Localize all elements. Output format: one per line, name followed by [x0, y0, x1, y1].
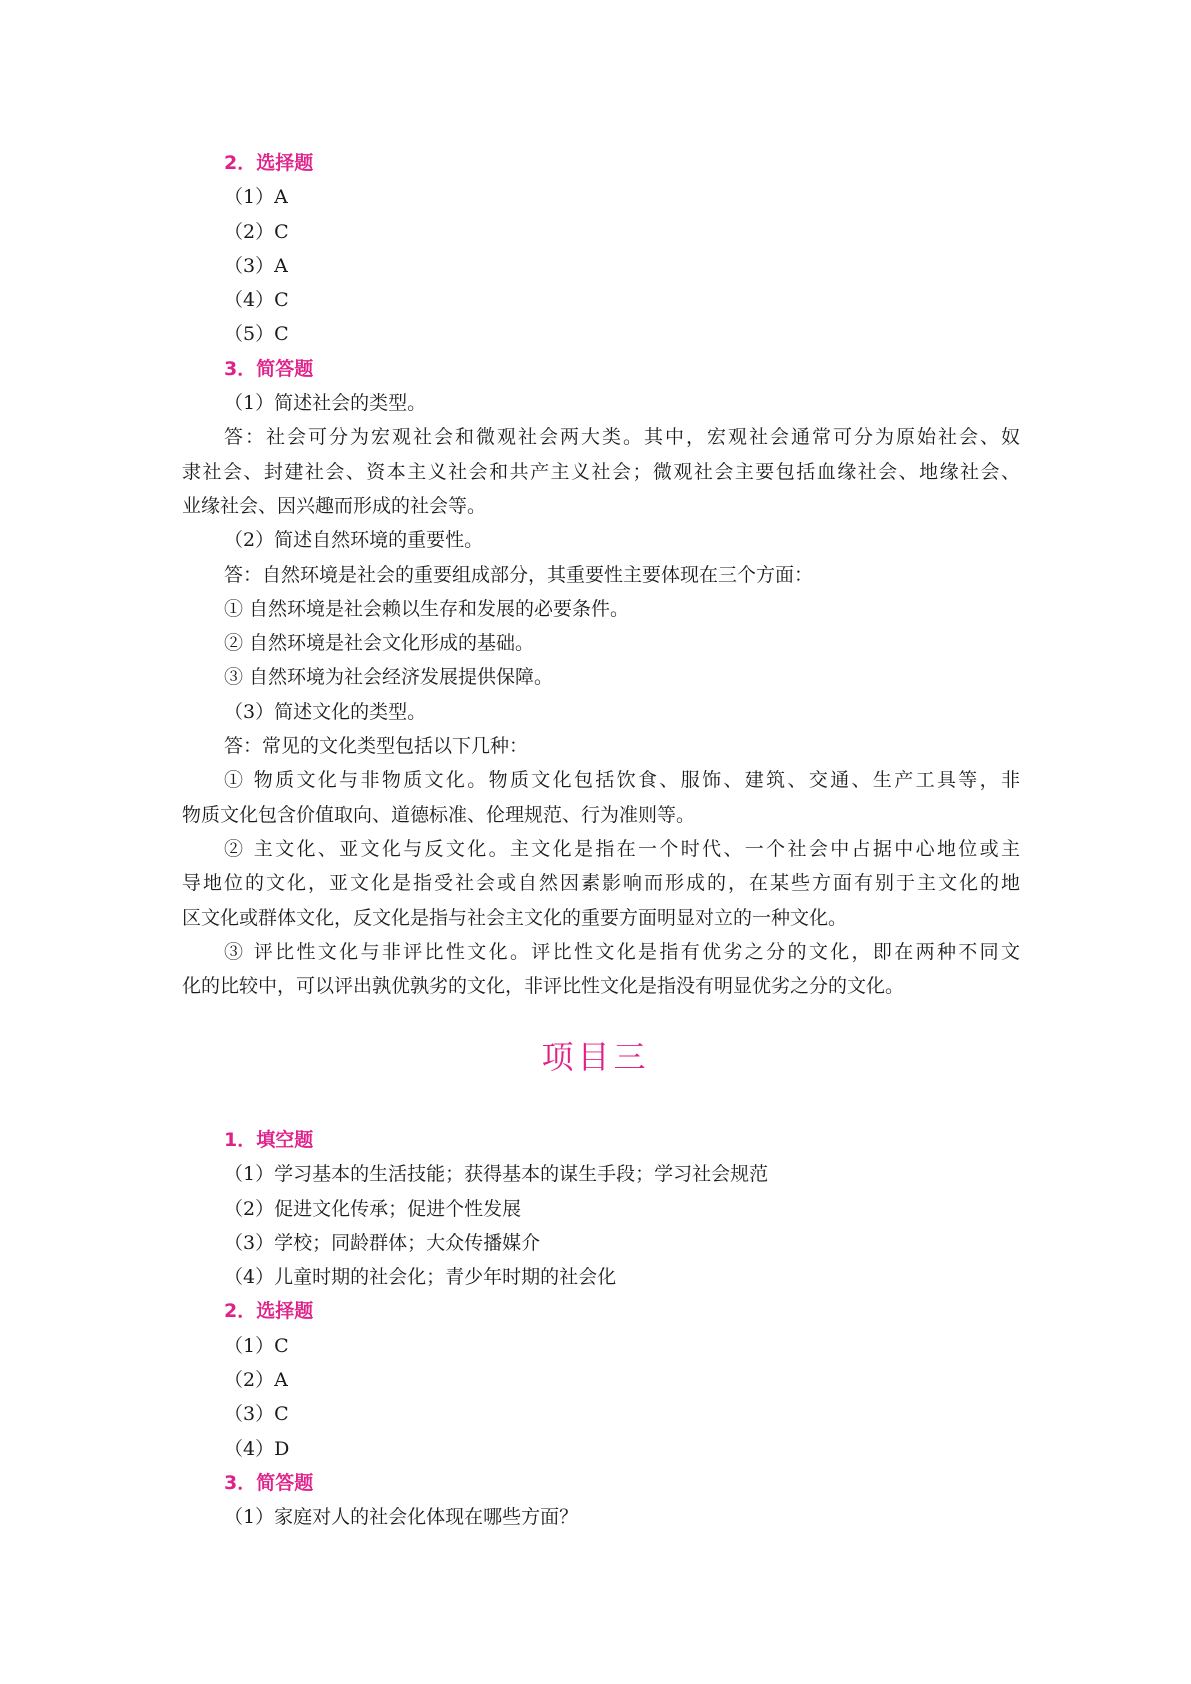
section-title: 项目三: [541, 1038, 650, 1076]
short-answer-heading: 3．简答题: [224, 357, 314, 380]
choice-answer: （1）C: [224, 1334, 289, 1357]
question-1: （1）家庭对人的社会化体现在哪些方面？: [224, 1506, 579, 1529]
fill-heading: 1．填空题: [224, 1129, 314, 1151]
answer-line: 隶社会、封建社会、资本主义社会和共产主义社会；微观社会主要包括血缘社会、地缘社会、: [182, 460, 1020, 483]
answer-line: 区文化或群体文化，反文化是指与社会主文化的重要方面明显对立的一种文化。: [182, 906, 848, 929]
short-answer-heading: 3．简答题: [224, 1471, 314, 1494]
choice-heading: 2．选择题: [224, 1300, 314, 1323]
choice-answer: （3）C: [224, 1403, 289, 1426]
part2-content: [182, 1123, 1020, 1535]
fill-answer: （3）学校；同龄群体；大众传播媒介: [224, 1231, 541, 1254]
answer-line: ② 主文化、亚文化与反文化。主文化是指在一个时代、一个社会中占据中心地位或主: [224, 837, 1020, 860]
answer-line: ③ 评比性文化与非评比性文化。评比性文化是指有优劣之分的文化，即在两种不同文: [224, 940, 1020, 963]
choice-answer: （4）C: [224, 289, 289, 312]
fill-answer: （1）学习基本的生活技能；获得基本的谋生手段；学习社会规范: [224, 1163, 769, 1186]
choice-answer: （1）A: [224, 186, 288, 209]
answer-2-point: ① 自然环境是社会赖以生存和发展的必要条件。: [224, 597, 630, 620]
answer-line: 业缘社会、因兴趣而形成的社会等。: [182, 494, 487, 517]
answer-line: 导地位的文化，亚文化是指受社会或自然因素影响而形成的，在某些方面有别于主文化的地: [182, 872, 1020, 895]
answer-3-point-2: [182, 832, 1020, 935]
answer-line: 化的比较中，可以评出孰优孰劣的文化，非评比性文化是指没有明显优劣之分的文化。: [182, 975, 905, 998]
choice-answer: （4）D: [224, 1437, 290, 1460]
answer-2-intro: 答：自然环境是社会的重要组成部分，其重要性主要体现在三个方面：: [224, 563, 814, 586]
answer-3-point-3: [182, 935, 1020, 1004]
answer-line: 物质文化包含价值取向、道德标准、伦理规范、行为准则等。: [182, 803, 696, 826]
answer-2-point: ③ 自然环境为社会经济发展提供保障。: [224, 666, 554, 689]
answer-3-intro: 答：常见的文化类型包括以下几种：: [224, 735, 529, 758]
choice-answer: （3）A: [224, 254, 288, 277]
answer-line: 答：社会可分为宏观社会和微观社会两大类。其中，宏观社会通常可分为原始社会、奴: [224, 426, 1020, 449]
answer-line: ① 物质文化与非物质文化。物质文化包括饮食、服饰、建筑、交通、生产工具等，非: [224, 769, 1020, 792]
choice-answer: （2）C: [224, 220, 289, 243]
fill-answer: （4）儿童时期的社会化；青少年时期的社会化: [224, 1266, 617, 1289]
choice-heading: 2．选择题: [224, 152, 314, 174]
answer-2-point: ② 自然环境是社会文化形成的基础。: [224, 632, 535, 655]
question-2: （2）简述自然环境的重要性。: [224, 529, 484, 552]
fill-answer: （2）促进文化传承；促进个性发展: [224, 1197, 522, 1220]
choice-answer: （2）A: [224, 1369, 288, 1392]
part1-content: [182, 146, 1020, 1003]
choice-answer: （5）C: [224, 323, 289, 346]
question-1: （1）简述社会的类型。: [224, 392, 427, 415]
answer-3-point-1: [182, 763, 1020, 832]
question-3: （3）简述文化的类型。: [224, 700, 427, 723]
answer-1: [182, 420, 1020, 523]
